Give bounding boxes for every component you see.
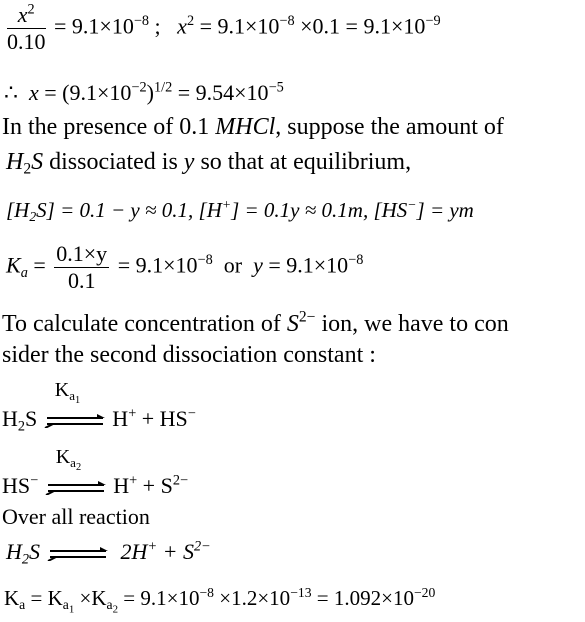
rx3-rhs-a-sup: +: [147, 538, 158, 555]
para2-text-b: so that at equilibrium,: [194, 149, 412, 175]
eq1-exp: −8: [133, 12, 150, 29]
frac-num: x: [17, 2, 28, 27]
ka-sub: a: [20, 264, 28, 281]
close-paren: ): [146, 80, 154, 105]
para4-text: sider the second dissociation constant :: [2, 342, 376, 368]
var-x: x: [29, 80, 39, 105]
rx2-rhs-sup: 2−: [172, 472, 189, 489]
ka1-label: $K_{a_1}$: [54, 378, 81, 406]
times: ×K: [74, 586, 107, 610]
line3-end: ] = ym: [416, 198, 474, 222]
rx1-rhs-a: H: [112, 406, 129, 431]
equilibrium-arrow-2: [44, 445, 108, 499]
k2-sub: a: [106, 597, 113, 613]
fraction-01y-over-01: [54, 243, 109, 292]
para1-text-b: , suppose the amount of: [275, 114, 504, 140]
therefore-symbol: ∴: [4, 80, 18, 105]
end-exp: −20: [413, 584, 436, 600]
rhs: = 9.1×10: [118, 586, 200, 610]
reaction-2: [2, 445, 189, 499]
line3-sup-plus: +: [221, 196, 232, 212]
equilibrium-arrow-1: [43, 378, 107, 432]
rhs-exp: −8: [199, 584, 214, 600]
eq1: = 9.1×10: [54, 13, 134, 39]
eq: = K: [25, 586, 63, 610]
exp2: 1/2: [153, 79, 173, 96]
separator: ;: [154, 13, 161, 39]
para2-h: H: [6, 149, 24, 175]
lhs2: x: [177, 13, 187, 39]
ka2-label: $K_{a_2}$: [55, 445, 82, 473]
var-y: y: [253, 252, 263, 278]
rx2-rhs-a-sup: +: [129, 472, 138, 489]
para3-text-b: ion, we have to con: [315, 311, 509, 337]
rx3-lhs-sub: 2: [21, 551, 30, 568]
k2-sub2: 2: [112, 603, 119, 616]
eq: =: [33, 252, 46, 278]
rx1-rhs-a-sup: +: [128, 405, 137, 422]
rx3-rhs-a: 2H: [120, 539, 148, 564]
rx2-lhs-sup: −: [30, 472, 39, 489]
para5-text: Over all reaction: [2, 504, 150, 529]
rx1-lhs-h: H: [2, 406, 18, 431]
eq2: = 9.54×10: [177, 80, 269, 105]
eq2b: ×0.1 = 9.1×10: [300, 13, 426, 39]
rx1-lhs-sub: 2: [17, 418, 26, 435]
equilibrium-arrow-3: [46, 543, 110, 565]
mid-exp: −13: [290, 584, 312, 600]
k1-sub: a: [62, 597, 69, 613]
line3-mid: ] = 0.1y ≈ 0.1m, [HS: [231, 198, 408, 222]
rx2-lhs: HS: [2, 473, 31, 498]
or-word: or: [223, 252, 243, 278]
rx1-rhs-sup: −: [187, 405, 196, 422]
mid: ×1.2×10: [214, 586, 291, 610]
rx2-rhs-plus: + S: [137, 473, 173, 498]
rx3-rhs-plus: + S: [157, 539, 194, 564]
end: = 1.092×10: [311, 586, 414, 610]
equation-line-5: [4, 584, 436, 616]
ka: K: [6, 252, 21, 278]
frac-den: 0.10: [7, 29, 46, 54]
y-rhs: = 9.1×10: [268, 252, 349, 278]
para2-y: y: [183, 149, 195, 175]
equation-line-4: [6, 243, 363, 292]
para1-hcl: MHCl: [215, 114, 276, 140]
equation-line-3: [6, 196, 474, 225]
equation-line-1: [4, 1, 441, 54]
frac-num: 0.1×y: [56, 241, 108, 266]
paragraph-concentration: [2, 308, 509, 337]
eq2b-exp: −9: [425, 12, 441, 29]
paragraph-presence-hcl: [2, 115, 504, 139]
paragraph-overall-reaction: [2, 506, 150, 528]
para2-s: S: [31, 149, 44, 175]
paragraph-second-dissociation: [2, 343, 376, 367]
rhs: = 9.1×10: [117, 252, 198, 278]
eq2-exp: −8: [279, 12, 295, 29]
rx3-rhs-sup: 2−: [193, 538, 211, 555]
exp1: −2: [131, 79, 147, 96]
rx3-lhs-h: H: [6, 539, 22, 564]
reaction-3: [6, 538, 211, 568]
para3-s: S: [286, 311, 299, 337]
line3-rb: S] = 0.1 − y ≈ 0.1, [H: [36, 198, 222, 222]
eq2: = 9.1×10: [199, 13, 280, 39]
para2-text: dissociated is: [43, 149, 184, 175]
ka-sub: a: [19, 597, 26, 613]
reaction-1: [2, 378, 196, 435]
para3-s-exp: 2−: [298, 308, 316, 326]
equation-line-2: [4, 79, 284, 105]
para3-text-a: To calculate concentration of: [2, 311, 287, 337]
exp3: −5: [268, 79, 284, 96]
rx3-lhs-s: S: [29, 539, 41, 564]
frac-den: 0.1: [67, 268, 96, 293]
fraction-x2-over-010: [7, 1, 46, 54]
paragraph-h2s-dissociated: [6, 149, 412, 178]
para2-sub2: 2: [23, 160, 32, 178]
rx2-rhs-a: H: [113, 473, 130, 498]
line3-sub2: 2: [29, 209, 37, 225]
frac-num-exp: 2: [27, 1, 35, 18]
y-exp: −8: [348, 251, 364, 268]
k1-sub2: 1: [68, 603, 75, 616]
para1-text-a: In the presence of 0.1: [2, 114, 216, 140]
line3-sup-minus: −: [407, 196, 417, 212]
rx1-lhs-s: S: [25, 406, 38, 431]
eq: = (9.1×10: [44, 80, 132, 105]
line3-lb: [H: [6, 198, 30, 222]
rhs-exp: −8: [197, 251, 213, 268]
ka: K: [4, 586, 20, 610]
rx1-rhs-plus: + HS: [136, 406, 188, 431]
lhs2-exp: 2: [186, 12, 195, 29]
